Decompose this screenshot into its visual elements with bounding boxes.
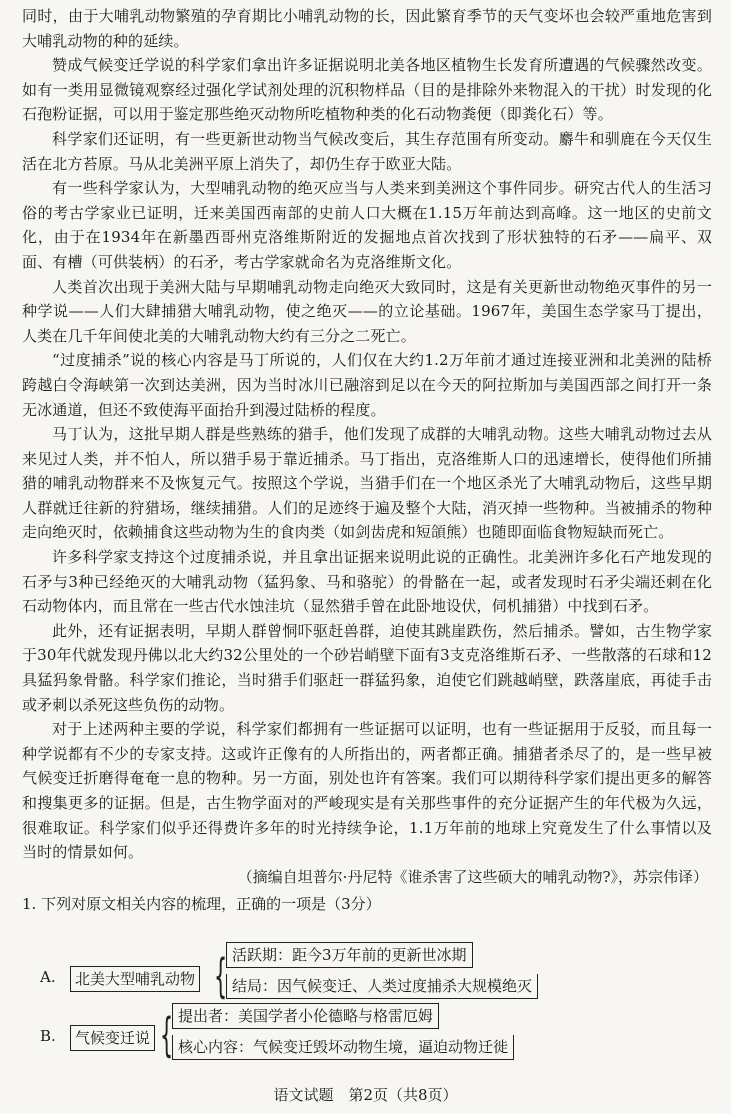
option-b-letter: B. <box>40 1027 56 1045</box>
paragraph-1: 同时，由于大哺乳动物繁殖的孕育期比小哺乳动物的长，因此繁育季节的天气变坏也会较严重地危害到大哺乳动物的种的延续。 <box>22 7 712 50</box>
paragraph-9: 此外，还有证据表明，早期人群曾恫吓驱赶兽群，迫使其跳崖跌伤，然后捕杀。譬如，古生物学家于30年代就发现丹佛以北大约32公里处的一个砂岩峭壁下面有3支克洛维斯石矛、一些散落的石球和12具猛犸象骨骼。科学家们推论，当时猎手们驱赶一群猛犸象，迫使它们跳越峭壁，跌落崖底，再徒手击或矛刺以杀死这些负伤的动物。 <box>22 621 712 714</box>
source-citation: （摘编自坦普尔·丹尼特《谁杀害了这些硕大的哺乳动物?》，苏宗伟译） <box>237 867 708 886</box>
option-a-row-2: 结局：因气候变迁、人类过度捕杀大规模绝灭 <box>226 974 538 999</box>
paragraph-7: 马丁认为，这批早期人群是些熟练的猎手，他们发现了成群的大哺乳动物。这些大哺乳动物过去从来见过人类，并不怕人，所以猎手易于靠近捕杀。马丁指出，克洛维斯人口的迅速增长，使得他们所捕猎的哺乳动物群来不及恢复元气。按照这个学说，当猎手们在一个地区杀光了大哺乳动物后，这些早期人群就迁往新的狩猎场，继续捕猎。人们的足迹终于遍及整个大陆，消灭掉一些物种。当被捕杀的物种走向绝灭时，依赖捕食这些动物为生的食肉类（如剑齿虎和短頜熊）也随即面临食物短缺而死亡。 <box>22 425 712 542</box>
paragraph-10: 对于上述两种主要的学说，科学家们都拥有一些证据可以证明，也有一些证据用于反驳，而且每一种学说都有不少的专家支持。这或许正像有的人所指出的，两者都正确。捕猎者杀尽了的，是一些早被气候变迁折磨得奄奄一息的物种。另一方面，别处也许有答案。我们可以期待科学家们提出更多的解答和搜集更多的证据。但是，古生物学面对的严峻现实是有关那些事件的充分证据产生的年代极为久远，很难取证。科学家们似乎还得费许多年的时光持续争论，1.1万年前的地球上究竟发生了什么事情以及当时的情景如何。 <box>22 720 712 862</box>
option-a-brace: { <box>214 949 228 1003</box>
reading-passage <box>22 4 712 916</box>
paragraph-6: “过度捕杀”说的核心内容是马丁所说的，人们仅在大约1.2万年前才通过连接亚洲和北美洲的陆桥跨越白令海峡第一次到达美洲，因为当时冰川已融溶到足以在今天的阿拉斯加与美国西部之间打开一条无冰通道，但还不致使海平面抬升到漫过陆桥的程度。 <box>22 351 712 419</box>
option-b-brace: { <box>160 1008 174 1062</box>
paragraph-4: 有一些科学家认为，大型哺乳动物的绝灭应当与人类来到美洲这个事件同步。研究古代人的生活习俗的考古学家业已证明，迁来美国西南部的史前人口大概在1.15万年前达到高峰。这一地区的史前文化，由于在1934年在新墨西哥州克洛维斯附近的发掘地点首次找到了形状独特的石矛——扁平、双面、有槽（可供装柄）的石矛，考古学家就命名为克洛维斯文化。 <box>22 179 712 271</box>
paragraph-2: 赞成气候变迁学说的科学家们拿出许多证据说明北美各地区植物生长发育所遭遇的气候骤然改变。如有一类用显微镜观察经过强化学试剂处理的沉积物样品（目的是排除外来物混入的干扰）时发现的化石孢粉证据，可以用于鉴定那些绝灭动物所吃植物种类的化石动物粪便（即粪化石）等。 <box>22 56 712 124</box>
option-b-label: 气候变迁说 <box>70 1025 155 1051</box>
option-a-label: 北美大型哺乳动物 <box>70 966 200 992</box>
paragraph-8: 许多科学家支持这个过度捕杀说，并且拿出证据来说明此说的正确性。北美洲许多化石产地发现的石矛与3种已经绝灭的大哺乳动物（猛犸象、马和骆驼）的骨骼在一起，或者发现时石矛尖端还刺在化石动物体内，而且常在一些古代水蚀洼坑（显然猎手曾在此卧地设伏，伺机捕猎）中找到石矛。 <box>22 548 712 616</box>
question-stem: 1. 下列对原文相关内容的梳理，正确的一项是（3分） <box>22 894 381 913</box>
paragraph-5: 人类首次出现于美洲大陆与早期哺乳动物走向绝灭大致同时，这是有关更新世动物绝灭事件的另一种学说——人们大肆捕猎大哺乳动物，使之绝灭——的立论基础。1967年，美国生态学家马丁提出，人类在几千年间使北美的大哺乳动物大约有三分之二死亡。 <box>22 277 712 345</box>
paragraph-3: 科学家们还证明，有一些更新世动物当气候改变后，其生存范围有所变动。麝牛和驯鹿在今天仅生活在北方苔原。马从北美洲平原上消失了，却仍生存于欧亚大陆。 <box>22 129 712 173</box>
option-b-row-2: 核心内容：气候变迁毁坏动物生境，逼迫动物迁徙 <box>172 1035 514 1060</box>
option-b-row-1: 提出者：美国学者小伦德略与格雷厄姆 <box>172 1003 439 1029</box>
option-a-letter: A. <box>40 968 56 986</box>
option-a-row-1: 活跃期：距今3万年前的更新世冰期 <box>226 942 473 968</box>
page-footer: 语文试题 第2页（共8页） <box>273 1086 458 1104</box>
